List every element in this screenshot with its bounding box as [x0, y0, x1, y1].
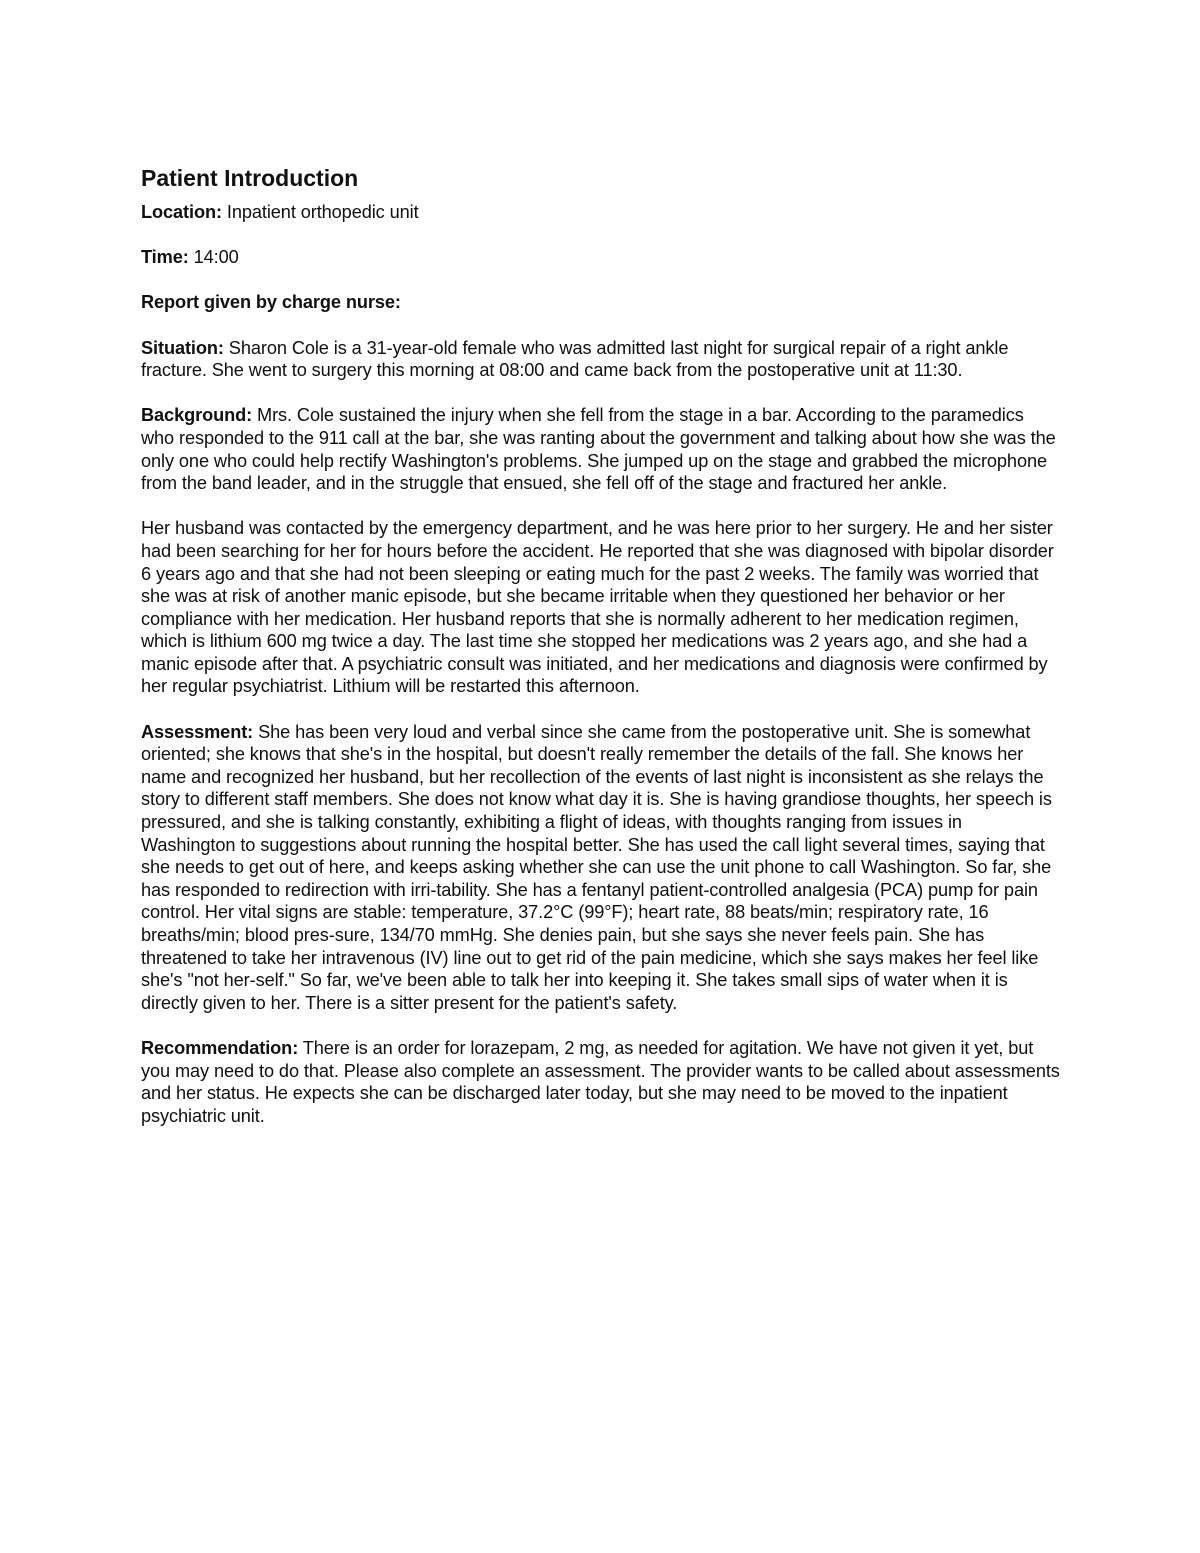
situation-paragraph	[141, 337, 1061, 382]
location-line	[141, 201, 1061, 224]
background-label: Background:	[141, 405, 253, 426]
recommendation-text: There is an order for lorazepam, 2 mg, as needed for agitation. We have not given it yet, but you may need to do that. Please also complete an assessment. The provider wants to be called about assessments and her status. He expects she can be discharged later today, but she may need to be moved to the inpatient psychiatric unit.	[141, 1037, 1060, 1126]
background-text: Mrs. Cole sustained the injury when she fell from the stage in a bar. According to the paramedics who responded to the 911 call at the bar, she was ranting about the government and talking about how she was the only one who could help rectify Washington's problems. She jumped up on the stage and grabbed the microphone from the band leader, and in the struggle that ensued, she fell off of the stage and fractured her ankle.	[141, 405, 1056, 494]
situation-text: Sharon Cole is a 31-year-old female who was admitted last night for surgical repair of a right ankle fracture. She went to surgery this morning at 08:00 and came back from the postoperative unit at 11:30.	[141, 337, 1009, 381]
situation-label: Situation:	[141, 337, 224, 358]
location-value: Inpatient orthopedic unit	[221, 202, 419, 222]
document-title: Patient Introduction	[141, 165, 359, 191]
assessment-label: Assessment:	[141, 721, 254, 742]
location-label: Location:	[141, 202, 222, 222]
time-label: Time:	[141, 247, 189, 268]
document-page	[141, 163, 1061, 1150]
recommendation-label: Recommendation:	[141, 1037, 299, 1058]
husband-paragraph: Her husband was contacted by the emergency department, and he was here prior to her surgery. He and her sister had been searching for her for hours before the accident. He reported that she was diagnosed with bipolar disorder 6 years ago and that she had not been sleeping or eating much for the past 2 weeks. The family was worried that she was at risk of another manic episode, but she became irritable when they questioned her behavior or her compliance with her medication. Her husband reports that she is normally adherent to her medication regimen, which is lithium 600 mg twice a day. The last time she stopped her medications was 2 years ago, and she had a manic episode after that. A psychiatric consult was initiated, and her medications and diagnosis were confirmed by her regular psychiatrist. Lithium will be restarted this afternoon.	[141, 518, 1054, 697]
background-paragraph	[141, 404, 1061, 494]
recommendation-paragraph	[141, 1037, 1061, 1127]
report-heading: Report given by charge nurse:	[141, 292, 401, 313]
assessment-text: She has been very loud and verbal since she came from the postoperative unit. She is somewhat oriented; she knows that she's in the hospital, but doesn't really remember the details of the fall. She knows her name and recognized her husband, but her recollection of the events of last night is inconsistent as she relays the story to different staff members. She does not know what day it is. She is having grandiose thoughts, her speech is pressured, and she is talking constantly, exhibiting a flight of ideas, with thoughts ranging from issues in Washington to suggestions about running the hospital better. She has used the call light several times, saying that she needs to get out of here, and keeps asking whether she can use the unit phone to call Washington. So far, she has responded to redirection with irri-tability. She has a fentanyl patient-controlled analgesia (PCA) pump for pain control. Her vital signs are stable: temperature, 37.2°C (99°F); heart rate, 88 beats/min; respiratory rate, 16 breaths/min; blood pres-sure, 134/70 mmHg. She denies pain, but she says she never feels pain. She has threatened to take her intravenous (IV) line out to get rid of the pain medicine, which she says makes her feel like she's "not her-self." So far, we've been able to talk her into keeping it. She takes small sips of water when it is directly given to her. There is a sitter present for the patient's safety.	[141, 721, 1052, 1013]
time-value: 14:00	[188, 247, 239, 268]
time-line	[141, 246, 1061, 269]
assessment-paragraph	[141, 721, 1061, 1015]
